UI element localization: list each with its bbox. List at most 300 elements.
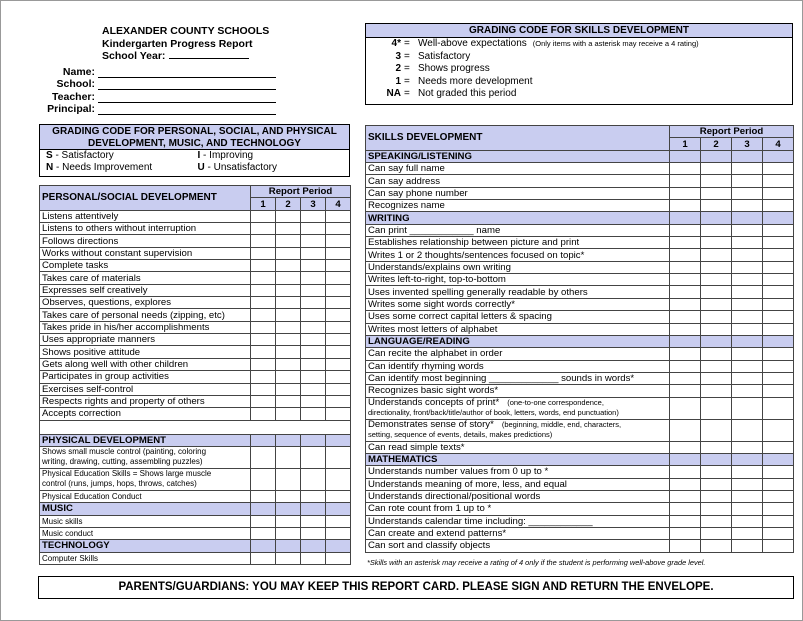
rating-cell[interactable] bbox=[701, 466, 732, 478]
rating-cell[interactable] bbox=[301, 358, 326, 370]
rating-cell[interactable] bbox=[251, 468, 276, 490]
rating-cell[interactable] bbox=[276, 383, 301, 395]
rating-cell[interactable] bbox=[251, 321, 276, 333]
rating-cell[interactable] bbox=[276, 468, 301, 490]
personal-grading-code-box bbox=[39, 124, 350, 177]
rating-cell[interactable] bbox=[301, 247, 326, 259]
rating-cell[interactable] bbox=[701, 490, 732, 502]
rating-cell[interactable] bbox=[276, 395, 301, 407]
rating-cell[interactable] bbox=[301, 446, 326, 468]
rating-cell[interactable] bbox=[701, 348, 732, 360]
rating-cell[interactable] bbox=[301, 490, 326, 502]
rating-cell[interactable] bbox=[732, 527, 763, 539]
rating-cell[interactable] bbox=[276, 527, 301, 539]
rating-cell[interactable] bbox=[732, 323, 763, 335]
rating-cell[interactable] bbox=[732, 163, 763, 175]
rating-cell[interactable] bbox=[701, 397, 732, 419]
skill-label bbox=[366, 298, 670, 310]
skill-label bbox=[366, 478, 670, 490]
rating-cell[interactable] bbox=[276, 334, 301, 346]
rating-cell[interactable] bbox=[326, 490, 351, 502]
rating-cell[interactable] bbox=[276, 358, 301, 370]
rating-cell[interactable] bbox=[670, 441, 701, 453]
rating-cell[interactable] bbox=[732, 385, 763, 397]
rating-cell[interactable] bbox=[670, 286, 701, 298]
rating-cell[interactable] bbox=[763, 163, 794, 175]
skill-note: (one-to-one correspondence, bbox=[507, 397, 604, 407]
rating-cell[interactable] bbox=[251, 446, 276, 468]
skill-label bbox=[366, 348, 670, 360]
skill-text: Can create and extend patterns* bbox=[368, 528, 507, 540]
rating-cell[interactable] bbox=[670, 372, 701, 384]
rating-cell[interactable] bbox=[276, 346, 301, 358]
rating-cell[interactable] bbox=[763, 261, 794, 273]
rating-cell[interactable] bbox=[732, 419, 763, 441]
section-header-row bbox=[366, 335, 794, 347]
table-row bbox=[366, 372, 794, 384]
table-row bbox=[366, 200, 794, 212]
rating-cell[interactable] bbox=[301, 527, 326, 539]
rating-cell[interactable] bbox=[251, 223, 276, 235]
rating-cell[interactable] bbox=[326, 446, 351, 468]
rating-cell[interactable] bbox=[276, 552, 301, 564]
rating-cell[interactable] bbox=[732, 224, 763, 236]
rating-cell[interactable] bbox=[326, 235, 351, 247]
rating-cell[interactable] bbox=[301, 395, 326, 407]
rating-cell[interactable] bbox=[701, 360, 732, 372]
rating-cell[interactable] bbox=[763, 175, 794, 187]
rating-cell[interactable] bbox=[763, 311, 794, 323]
skill-label bbox=[366, 200, 670, 212]
rating-cell[interactable] bbox=[670, 187, 701, 199]
rating-cell[interactable] bbox=[701, 527, 732, 539]
rating-cell[interactable] bbox=[701, 261, 732, 273]
school-year-label: School Year: bbox=[102, 50, 166, 62]
rating-cell[interactable] bbox=[301, 260, 326, 272]
code-i: I - Improving bbox=[197, 150, 254, 161]
skill-text: Understands calendar time including: ____________ bbox=[368, 515, 593, 527]
skills-grading-code-box bbox=[365, 23, 793, 105]
section-title: SKILLS DEVELOPMENT bbox=[366, 126, 670, 151]
equals-sign: = bbox=[404, 38, 410, 49]
rating-cell[interactable] bbox=[670, 419, 701, 441]
rating-cell[interactable] bbox=[732, 348, 763, 360]
rating-cell[interactable] bbox=[701, 372, 732, 384]
rating-cell[interactable] bbox=[763, 237, 794, 249]
skill-code-desc: Well-above expectations bbox=[418, 38, 527, 49]
report-period-header: Report Period bbox=[251, 186, 351, 198]
rating-cell[interactable] bbox=[732, 261, 763, 273]
rating-cell[interactable] bbox=[301, 309, 326, 321]
rating-cell[interactable] bbox=[276, 247, 301, 259]
table-row bbox=[40, 272, 351, 284]
rating-cell[interactable] bbox=[251, 235, 276, 247]
rating-cell[interactable] bbox=[701, 200, 732, 212]
rating-cell[interactable] bbox=[326, 358, 351, 370]
report-period-header: Report Period bbox=[670, 126, 794, 138]
rating-cell[interactable] bbox=[732, 298, 763, 310]
rating-cell[interactable] bbox=[670, 360, 701, 372]
rating-cell[interactable] bbox=[732, 286, 763, 298]
skill-code-desc: Shows progress bbox=[418, 63, 490, 74]
table-row bbox=[366, 187, 794, 199]
rating-cell[interactable] bbox=[701, 311, 732, 323]
rating-cell[interactable] bbox=[251, 346, 276, 358]
table-row bbox=[366, 490, 794, 502]
rating-cell[interactable] bbox=[301, 223, 326, 235]
section-header-row bbox=[366, 150, 794, 162]
rating-cell[interactable] bbox=[326, 297, 351, 309]
rating-cell[interactable] bbox=[670, 540, 701, 552]
rating-cell[interactable] bbox=[670, 298, 701, 310]
skill-text: Understands meaning of more, less, and equal bbox=[368, 478, 567, 490]
rating-cell[interactable] bbox=[301, 408, 326, 420]
rating-cell[interactable] bbox=[251, 358, 276, 370]
rating-cell[interactable] bbox=[763, 274, 794, 286]
rating-cell[interactable] bbox=[670, 274, 701, 286]
school-year-field[interactable] bbox=[169, 50, 249, 59]
rating-cell[interactable] bbox=[276, 321, 301, 333]
rating-cell[interactable] bbox=[251, 284, 276, 296]
rating-cell[interactable] bbox=[763, 323, 794, 335]
info-field-input[interactable] bbox=[98, 80, 276, 90]
rating-cell[interactable] bbox=[301, 210, 326, 222]
rating-cell[interactable] bbox=[670, 385, 701, 397]
rating-cell[interactable] bbox=[763, 540, 794, 552]
personal-development-table bbox=[39, 185, 351, 565]
skill-label bbox=[366, 515, 670, 527]
rating-cell[interactable] bbox=[763, 419, 794, 441]
rating-cell[interactable] bbox=[301, 272, 326, 284]
skill-label bbox=[366, 187, 670, 199]
table-row bbox=[366, 515, 794, 527]
skill-code-row bbox=[366, 88, 792, 101]
rating-cell[interactable] bbox=[701, 286, 732, 298]
rating-cell[interactable] bbox=[701, 274, 732, 286]
skill-label bbox=[366, 503, 670, 515]
rating-cell[interactable] bbox=[251, 552, 276, 564]
skill-label: Listens attentively bbox=[40, 210, 251, 222]
table-row bbox=[40, 346, 351, 358]
section-header: LANGUAGE/READING bbox=[366, 335, 670, 347]
rating-cell[interactable] bbox=[276, 371, 301, 383]
skill-label: Respects rights and property of others bbox=[40, 395, 251, 407]
rating-cell[interactable] bbox=[326, 383, 351, 395]
rating-cell[interactable] bbox=[251, 490, 276, 502]
table-row bbox=[366, 348, 794, 360]
rating-cell[interactable] bbox=[301, 321, 326, 333]
info-field-input[interactable] bbox=[98, 105, 276, 115]
rating-cell[interactable] bbox=[326, 468, 351, 490]
rating-cell[interactable] bbox=[301, 515, 326, 527]
section-header-cell bbox=[670, 453, 701, 465]
rating-cell[interactable] bbox=[251, 527, 276, 539]
rating-cell[interactable] bbox=[732, 490, 763, 502]
skill-label: Shows positive attitude bbox=[40, 346, 251, 358]
table-row bbox=[40, 358, 351, 370]
section-header: WRITING bbox=[366, 212, 670, 224]
rating-cell[interactable] bbox=[670, 466, 701, 478]
rating-cell[interactable] bbox=[301, 383, 326, 395]
skill-text: Demonstrates sense of story* bbox=[368, 419, 494, 430]
rating-cell[interactable] bbox=[276, 272, 301, 284]
rating-cell[interactable] bbox=[276, 515, 301, 527]
skills-development-table bbox=[365, 125, 794, 553]
rating-cell[interactable] bbox=[251, 515, 276, 527]
skill-label bbox=[366, 527, 670, 539]
rating-cell[interactable] bbox=[763, 515, 794, 527]
rating-cell[interactable] bbox=[670, 323, 701, 335]
skill-label bbox=[366, 490, 670, 502]
section-header-cell bbox=[763, 150, 794, 162]
rating-cell[interactable] bbox=[763, 187, 794, 199]
rating-cell[interactable] bbox=[301, 371, 326, 383]
rating-cell[interactable] bbox=[326, 260, 351, 272]
rating-cell[interactable] bbox=[326, 527, 351, 539]
rating-cell[interactable] bbox=[326, 515, 351, 527]
table-row bbox=[40, 490, 351, 502]
rating-cell[interactable] bbox=[326, 321, 351, 333]
rating-cell[interactable] bbox=[670, 163, 701, 175]
rating-cell[interactable] bbox=[701, 441, 732, 453]
table-row bbox=[40, 334, 351, 346]
rating-cell[interactable] bbox=[763, 372, 794, 384]
skill-text: Understands/explains own writing bbox=[368, 261, 511, 273]
rating-cell[interactable] bbox=[701, 249, 732, 261]
rating-cell[interactable] bbox=[763, 348, 794, 360]
rating-cell[interactable] bbox=[276, 223, 301, 235]
section-header-cell bbox=[301, 540, 326, 552]
table-header-row bbox=[40, 186, 351, 198]
skill-label: Complete tasks bbox=[40, 260, 251, 272]
skill-label bbox=[40, 468, 251, 490]
rating-cell[interactable] bbox=[701, 419, 732, 441]
rating-cell[interactable] bbox=[251, 334, 276, 346]
rating-cell[interactable] bbox=[763, 249, 794, 261]
rating-cell[interactable] bbox=[732, 372, 763, 384]
rating-cell[interactable] bbox=[670, 175, 701, 187]
skill-label: Uses appropriate manners bbox=[40, 334, 251, 346]
rating-cell[interactable] bbox=[276, 235, 301, 247]
skill-label bbox=[366, 360, 670, 372]
rating-cell[interactable] bbox=[732, 478, 763, 490]
rating-cell[interactable] bbox=[670, 527, 701, 539]
skill-label bbox=[40, 490, 251, 502]
rating-cell[interactable] bbox=[763, 385, 794, 397]
rating-cell[interactable] bbox=[701, 175, 732, 187]
rating-cell[interactable] bbox=[732, 515, 763, 527]
rating-cell[interactable] bbox=[326, 309, 351, 321]
rating-cell[interactable] bbox=[763, 397, 794, 419]
rating-cell[interactable] bbox=[701, 298, 732, 310]
section-header-cell bbox=[276, 434, 301, 446]
rating-cell[interactable] bbox=[763, 298, 794, 310]
rating-cell[interactable] bbox=[763, 441, 794, 453]
rating-cell[interactable] bbox=[670, 478, 701, 490]
rating-cell[interactable] bbox=[701, 187, 732, 199]
rating-cell[interactable] bbox=[763, 360, 794, 372]
section-header-cell bbox=[701, 335, 732, 347]
rating-cell[interactable] bbox=[326, 346, 351, 358]
skill-code-row bbox=[366, 76, 792, 89]
info-field-row bbox=[41, 78, 276, 91]
rating-cell[interactable] bbox=[326, 272, 351, 284]
section-header-row bbox=[366, 453, 794, 465]
period-number: 4 bbox=[763, 138, 794, 150]
rating-cell[interactable] bbox=[301, 334, 326, 346]
rating-cell[interactable] bbox=[670, 490, 701, 502]
info-field-input[interactable] bbox=[98, 68, 276, 78]
rating-cell[interactable] bbox=[251, 210, 276, 222]
rating-cell[interactable] bbox=[251, 297, 276, 309]
skill-label bbox=[366, 540, 670, 552]
rating-cell[interactable] bbox=[732, 237, 763, 249]
info-field-input[interactable] bbox=[98, 93, 276, 103]
rating-cell[interactable] bbox=[276, 260, 301, 272]
rating-cell[interactable] bbox=[732, 249, 763, 261]
rating-cell[interactable] bbox=[763, 527, 794, 539]
rating-cell[interactable] bbox=[326, 284, 351, 296]
rating-cell[interactable] bbox=[301, 346, 326, 358]
rating-cell[interactable] bbox=[251, 371, 276, 383]
rating-cell[interactable] bbox=[701, 323, 732, 335]
rating-cell[interactable] bbox=[670, 261, 701, 273]
table-row bbox=[366, 441, 794, 453]
rating-cell[interactable] bbox=[301, 468, 326, 490]
rating-cell[interactable] bbox=[670, 515, 701, 527]
rating-cell[interactable] bbox=[251, 408, 276, 420]
rating-cell[interactable] bbox=[251, 383, 276, 395]
rating-cell[interactable] bbox=[701, 515, 732, 527]
table-row bbox=[40, 408, 351, 420]
rating-cell[interactable] bbox=[670, 311, 701, 323]
rating-cell[interactable] bbox=[732, 360, 763, 372]
table-row bbox=[366, 540, 794, 552]
rating-cell[interactable] bbox=[326, 552, 351, 564]
rating-cell[interactable] bbox=[732, 274, 763, 286]
rating-cell[interactable] bbox=[763, 490, 794, 502]
rating-cell[interactable] bbox=[732, 311, 763, 323]
rating-cell[interactable] bbox=[326, 210, 351, 222]
skill-label bbox=[366, 261, 670, 273]
rating-cell[interactable] bbox=[763, 466, 794, 478]
rating-cell[interactable] bbox=[670, 503, 701, 515]
rating-cell[interactable] bbox=[670, 348, 701, 360]
rating-cell[interactable] bbox=[732, 175, 763, 187]
skill-label bbox=[366, 311, 670, 323]
table-row bbox=[366, 261, 794, 273]
skill-code: NA bbox=[386, 88, 401, 99]
rating-cell[interactable] bbox=[763, 200, 794, 212]
rating-cell[interactable] bbox=[732, 200, 763, 212]
rating-cell[interactable] bbox=[326, 408, 351, 420]
skill-code-note: (Only items with a asterisk may receive a 4 rating) bbox=[532, 39, 699, 48]
rating-cell[interactable] bbox=[326, 247, 351, 259]
rating-cell[interactable] bbox=[701, 478, 732, 490]
table-row bbox=[40, 321, 351, 333]
table-row bbox=[366, 298, 794, 310]
table-row bbox=[40, 309, 351, 321]
rating-cell[interactable] bbox=[670, 200, 701, 212]
skill-text: Can recite the alphabet in order bbox=[368, 348, 503, 360]
spacer-row bbox=[40, 420, 351, 434]
rating-cell[interactable] bbox=[701, 540, 732, 552]
section-header-cell bbox=[251, 503, 276, 515]
rating-cell[interactable] bbox=[763, 503, 794, 515]
skill-label: Observes, questions, explores bbox=[40, 297, 251, 309]
rating-cell[interactable] bbox=[701, 385, 732, 397]
rating-cell[interactable] bbox=[301, 297, 326, 309]
rating-cell[interactable] bbox=[326, 334, 351, 346]
rating-cell[interactable] bbox=[732, 441, 763, 453]
skill-label: Gets along well with other children bbox=[40, 358, 251, 370]
table-row bbox=[40, 446, 351, 468]
skill-label: Music conduct bbox=[40, 527, 251, 539]
rating-cell[interactable] bbox=[251, 247, 276, 259]
table-row bbox=[366, 237, 794, 249]
rating-cell[interactable] bbox=[732, 466, 763, 478]
rating-cell[interactable] bbox=[701, 237, 732, 249]
skill-code-desc: Satisfactory bbox=[418, 50, 471, 62]
skill-text: Can read simple texts* bbox=[368, 441, 465, 453]
rating-cell[interactable] bbox=[301, 552, 326, 564]
rating-cell[interactable] bbox=[326, 395, 351, 407]
rating-cell[interactable] bbox=[301, 284, 326, 296]
rating-cell[interactable] bbox=[276, 210, 301, 222]
period-number: 3 bbox=[301, 198, 326, 210]
rating-cell[interactable] bbox=[301, 235, 326, 247]
rating-cell[interactable] bbox=[670, 224, 701, 236]
rating-cell[interactable] bbox=[701, 224, 732, 236]
rating-cell[interactable] bbox=[701, 503, 732, 515]
rating-cell[interactable] bbox=[732, 503, 763, 515]
rating-cell[interactable] bbox=[732, 397, 763, 419]
rating-cell[interactable] bbox=[276, 284, 301, 296]
rating-cell[interactable] bbox=[251, 272, 276, 284]
rating-cell[interactable] bbox=[276, 490, 301, 502]
rating-cell[interactable] bbox=[701, 163, 732, 175]
rating-cell[interactable] bbox=[251, 395, 276, 407]
skill-code-row bbox=[366, 63, 792, 76]
skill-label bbox=[366, 372, 670, 384]
rating-cell[interactable] bbox=[276, 309, 301, 321]
rating-cell[interactable] bbox=[763, 224, 794, 236]
period-number: 3 bbox=[732, 138, 763, 150]
table-row bbox=[366, 419, 794, 441]
skill-text: Establishes relationship between picture and print bbox=[368, 237, 580, 249]
skill-label-line2: control (runs, jumps, hops, throws, catches) bbox=[42, 479, 197, 489]
rating-cell[interactable] bbox=[251, 260, 276, 272]
rating-cell[interactable] bbox=[732, 540, 763, 552]
rating-cell[interactable] bbox=[276, 408, 301, 420]
rating-cell[interactable] bbox=[670, 249, 701, 261]
skill-label: Listens to others without interruption bbox=[40, 223, 251, 235]
rating-cell[interactable] bbox=[276, 297, 301, 309]
rating-cell[interactable] bbox=[276, 446, 301, 468]
section-header: PHYSICAL DEVELOPMENT bbox=[40, 434, 251, 446]
rating-cell[interactable] bbox=[326, 371, 351, 383]
rating-cell[interactable] bbox=[670, 237, 701, 249]
rating-cell[interactable] bbox=[763, 478, 794, 490]
table-row bbox=[40, 527, 351, 539]
rating-cell[interactable] bbox=[326, 223, 351, 235]
rating-cell[interactable] bbox=[732, 187, 763, 199]
rating-cell[interactable] bbox=[763, 286, 794, 298]
table-row bbox=[366, 466, 794, 478]
section-header-cell bbox=[670, 150, 701, 162]
rating-cell[interactable] bbox=[670, 397, 701, 419]
rating-cell[interactable] bbox=[251, 309, 276, 321]
